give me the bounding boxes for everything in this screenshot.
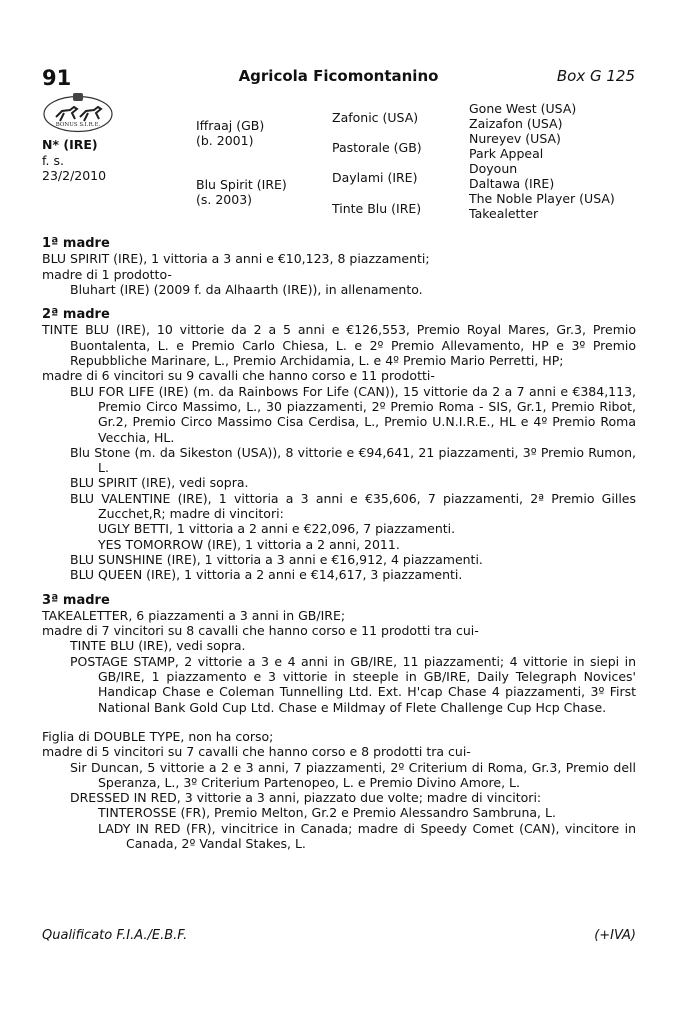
horse-info [42, 137, 106, 184]
text-line: TINTE BLU (IRE), 10 vittorie da 2 a 5 anni e €126,553, Premio Royal Mares, Gr.3, Premio Buontalenta, L. e Premio Carlo Chiesa, L. e 2º Premio Allevamento, HP e 3º Premio Repubbliche Marinare, L., Premio Archidamia, L. e 4º Premio Mario Perretti, HP; [42, 322, 636, 369]
pedigree-sd: Pastorale (GB) [332, 140, 422, 155]
section-title: 2ª madre [42, 307, 110, 323]
text-line: TAKEALETTER, 6 piazzamenti a 3 anni in GB/IRE; [42, 607, 346, 623]
pedigree-ss: Zafonic (USA) [332, 110, 419, 125]
vat-note: (+IVA) [594, 928, 636, 943]
text-line: madre di 6 vincitori su 9 cavalli che hanno corso e 11 prodotti- [42, 368, 435, 384]
section-title: 3ª madre [42, 592, 110, 608]
text-line: TINTEROSSE (FR), Premio Melton, Gr.2 e Premio Alessandro Sambruna, L. [98, 805, 556, 821]
pedigree-grand: Gone West (USA) Zaizafon (USA) Nureyev (USA) Park Appeal Doyoun Daltawa (IRE) The Noble Player (USA) Takealetter [469, 101, 615, 221]
text-line: Figlia di DOUBLE TYPE, non ha corso; [42, 728, 274, 744]
text-line: TINTE BLU (IRE), vedi sopra. [70, 638, 246, 654]
page-footer [42, 928, 636, 943]
text-line: BLU SPIRIT (IRE), vedi sopra. [70, 475, 249, 491]
text-line: POSTAGE STAMP, 2 vittorie a 3 e 4 anni in GB/IRE, 11 piazzamenti; 4 vittorie in siepi in GB/IRE, 1 piazzamento e 3 vittorie in steeple in GB/IRE, Daily Telegraph Novices' Handicap Chase e Coleman Tunnelling Ltd. Ext. H'cap Chase 4 piazzamenti, 3º First National Bank Gold Cup Ltd. Chase e Mildmay of Flete Challenge Cup Hcp Chase. [70, 653, 636, 715]
text-line: Bluhart (IRE) (2009 f. da Alhaarth (IRE)), in allenamento. [70, 281, 423, 297]
page-header [0, 66, 677, 88]
pedigree-sire: Iffraaj (GB) (b. 2001) [196, 118, 265, 148]
box-number: Box G 125 [556, 67, 635, 85]
horse-name: N* (IRE) [42, 137, 98, 152]
text-line: Blu Stone (m. da Sikeston (USA)), 8 vittorie e €94,641, 21 piazzamenti, 3º Premio Rumon, L. [70, 444, 636, 476]
text-line: BLU FOR LIFE (IRE) (m. da Rainbows For Life (CAN)), 15 vittorie da 2 a 7 anni e €384,113, Premio Circo Massimo, L., 30 piazzamenti, 2º Premio Roma - SIS, Gr.1, Premio Ribot, Gr.2, Premio Circo Massimo Cisa Cerdisa, L., Premio U.N.I.R.E., HL e 4º Premio Roma Vecchia, HL. [70, 383, 636, 445]
text-line: BLU SUNSHINE (IRE), 1 vittoria a 3 anni e €16,912, 4 piazzamenti. [70, 551, 483, 567]
logo-text: BONUS S.I.R.E. [55, 122, 101, 128]
lot-number: 91 [42, 66, 72, 90]
text-line: madre di 5 vincitori su 7 cavalli che hanno corso e 8 prodotti tra cui- [42, 744, 471, 760]
text-line: UGLY BETTI, 1 vittoria a 2 anni e €22,096, 7 piazzamenti. [98, 521, 456, 537]
text-line: BLU VALENTINE (IRE), 1 vittoria a 3 anni e €35,606, 7 piazzamenti, 2ª Premio Gilles Zucchet,R; madre di vincitori: [70, 490, 636, 522]
horse-dob: 23/2/2010 [42, 168, 107, 183]
text-line: madre di 1 prodotto- [42, 266, 172, 282]
horse-sex: f. s. [42, 152, 64, 168]
text-line: LADY IN RED (FR), vincitrice in Canada; madre di Speedy Comet (CAN), vincitore in Canada, 2º Vandal Stakes, L. [98, 820, 636, 851]
qualification-note: Qualificato F.I.A./E.B.F. [42, 928, 188, 943]
text-line: BLU QUEEN (IRE), 1 vittoria a 2 anni e €14,617, 3 piazzamenti. [70, 567, 463, 583]
pedigree-dam: Blu Spirit (IRE) (s. 2003) [196, 177, 287, 207]
text-line: DRESSED IN RED, 3 vittorie a 3 anni, piazzato due volte; madre di vincitori: [70, 790, 542, 806]
pedigree-dd: Tinte Blu (IRE) [332, 201, 422, 216]
text-line: BLU SPIRIT (IRE), 1 vittoria a 3 anni e €10,123, 8 piazzamenti; [42, 251, 430, 267]
owner-name: Agricola Ficomontanino [238, 67, 439, 85]
section-title: 1ª madre [42, 236, 110, 251]
text-line: madre di 7 vincitori su 8 cavalli che hanno corso e 11 prodotti tra cui- [42, 623, 479, 639]
pedigree-ds: Daylami (IRE) [332, 170, 418, 185]
catalogue-body [42, 236, 636, 851]
text-line: YES TOMORROW (IRE), 1 vittoria a 2 anni, 2011. [98, 536, 400, 552]
bonus-sire-logo [42, 91, 114, 133]
text-line: Sir Duncan, 5 vittorie a 2 e 3 anni, 7 piazzamenti, 2º Criterium di Roma, Gr.3, Premio dell Speranza, L., 3º Criterium Partenopeo, L. e Premio Divino Amore, L. [70, 759, 636, 790]
